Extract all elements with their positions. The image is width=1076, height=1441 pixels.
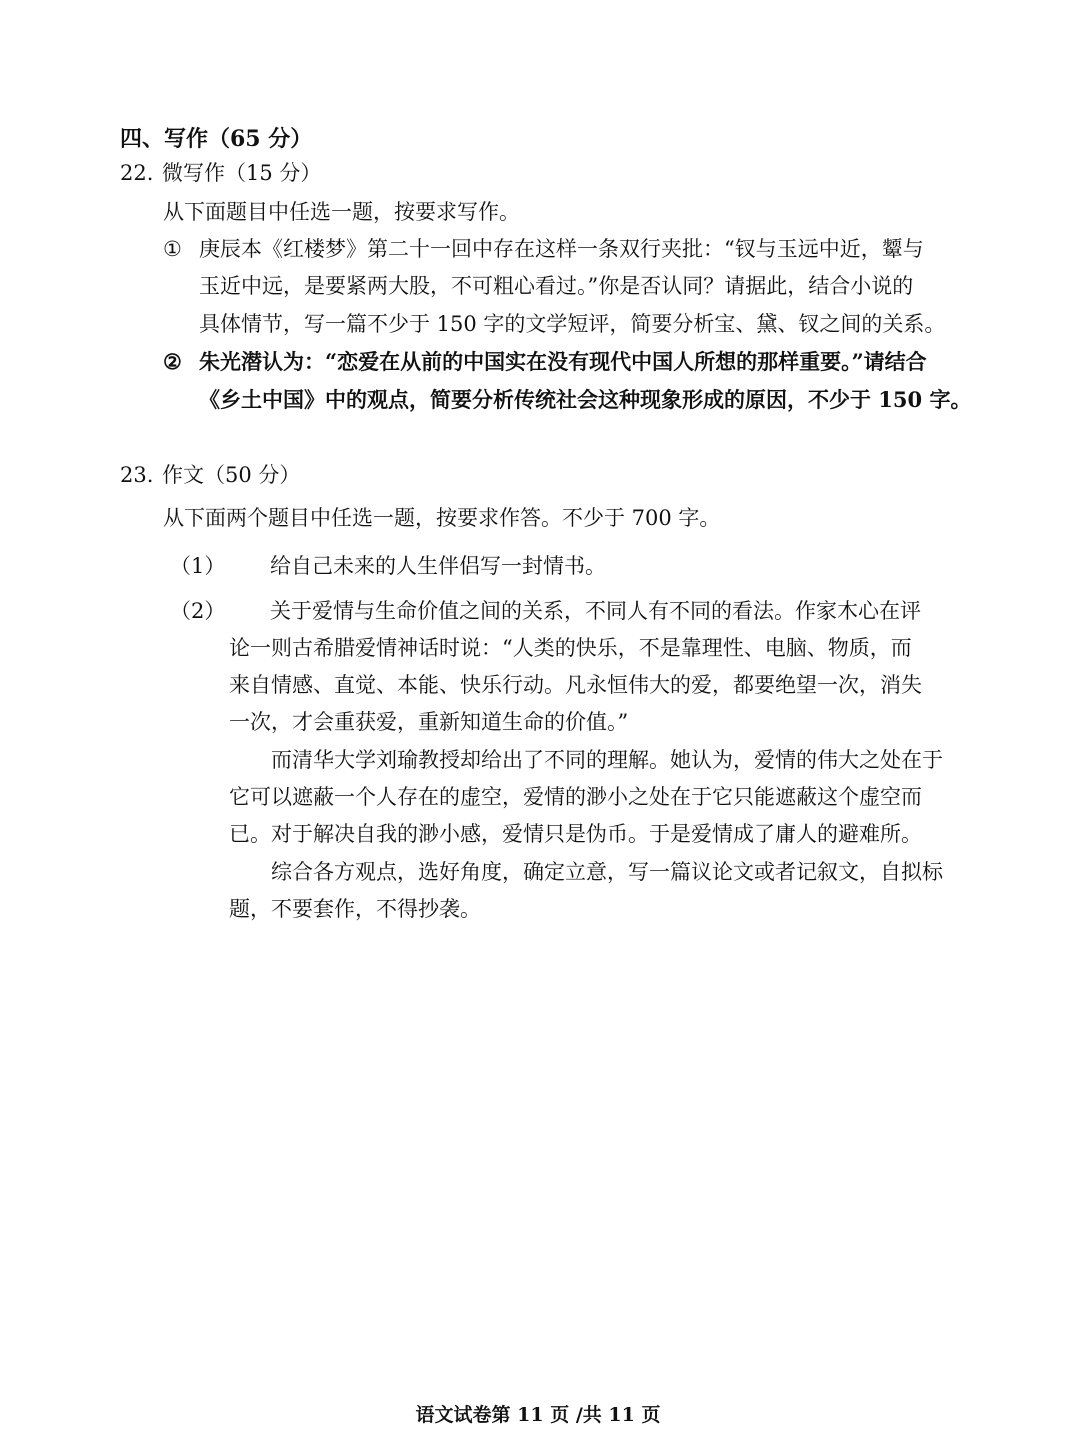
q23-option-2-line-7: 已。对于解决自我的渺小感，爱情只是伪币。于是爱情成了庸人的避难所。 (229, 822, 922, 846)
option-mark: ② (163, 349, 182, 374)
question-number: 23. (120, 463, 154, 487)
option-text: 庚辰本《红楼梦》第二十一回中存在这样一条双行夹批：“钗与玉远中近，颦与 (199, 237, 924, 261)
q23-option-2-line-4: 一次，才会重获爱，重新知道生命的价值。” (229, 710, 629, 734)
q23-option-1 (170, 551, 606, 581)
q22-option-2-line-1 (163, 347, 927, 377)
q23-option-2-line-1 (170, 596, 921, 626)
page-footer: 语文试卷第 11 页 /共 11 页 (415, 1404, 661, 1426)
option-number: （2） (170, 599, 226, 623)
option-text: 关于爱情与生命价值之间的关系，不同人有不同的看法。作家木心在评 (270, 599, 921, 623)
option-text: 给自己未来的人生伴侣写一封情书。 (270, 554, 606, 578)
option-text: 朱光潜认为：“恋爱在从前的中国实在没有现代中国人所想的那样重要。”请结合 (199, 349, 927, 374)
q23-option-2-line-6: 它可以遮蔽一个人存在的虚空，爱情的渺小之处在于它只能遮蔽这个虚空而 (229, 785, 922, 809)
option-number: （1） (170, 554, 226, 578)
q23-option-2-line-8: 综合各方观点，选好角度，确定立意，写一篇议论文或者记叙文，自拟标 (271, 860, 943, 884)
q23-option-2-line-5: 而清华大学刘瑜教授却给出了不同的理解。她认为，爱情的伟大之处在于 (271, 748, 943, 772)
q22-option-1-line-3: 具体情节，写一篇不少于 150 字的文学短评，简要分析宝、黛、钗之间的关系。 (199, 312, 946, 336)
question-23-header (120, 460, 300, 490)
q22-option-1-line-1 (163, 234, 924, 264)
question-number: 22. (120, 161, 154, 185)
question-22-header (120, 158, 321, 188)
question-23-instruction: 从下面两个题目中任选一题，按要求作答。不少于 700 字。 (163, 506, 721, 530)
section-title: 四、写作（65 分） (120, 126, 313, 152)
q23-option-2-line-3: 来自情感、直觉、本能、快乐行动。凡永恒伟大的爱，都要绝望一次，消失 (229, 673, 922, 697)
question-22-instruction: 从下面题目中任选一题，按要求写作。 (163, 200, 520, 224)
q23-option-2-line-2: 论一则古希腊爱情神话时说：“人类的快乐，不是靠理性、电脑、物质，而 (229, 636, 912, 660)
option-mark: ① (163, 237, 182, 261)
q23-option-2-line-9: 题，不要套作，不得抄袭。 (229, 897, 481, 921)
q22-option-2-line-2: 《乡土中国》中的观点，简要分析传统社会这种现象形成的原因，不少于 150 字。 (199, 387, 972, 412)
question-title: 微写作（15 分） (162, 161, 322, 185)
question-title: 作文（50 分） (162, 463, 301, 487)
q22-option-1-line-2: 玉近中远，是要紧两大股，不可粗心看过。”你是否认同？请据此，结合小说的 (199, 274, 914, 298)
